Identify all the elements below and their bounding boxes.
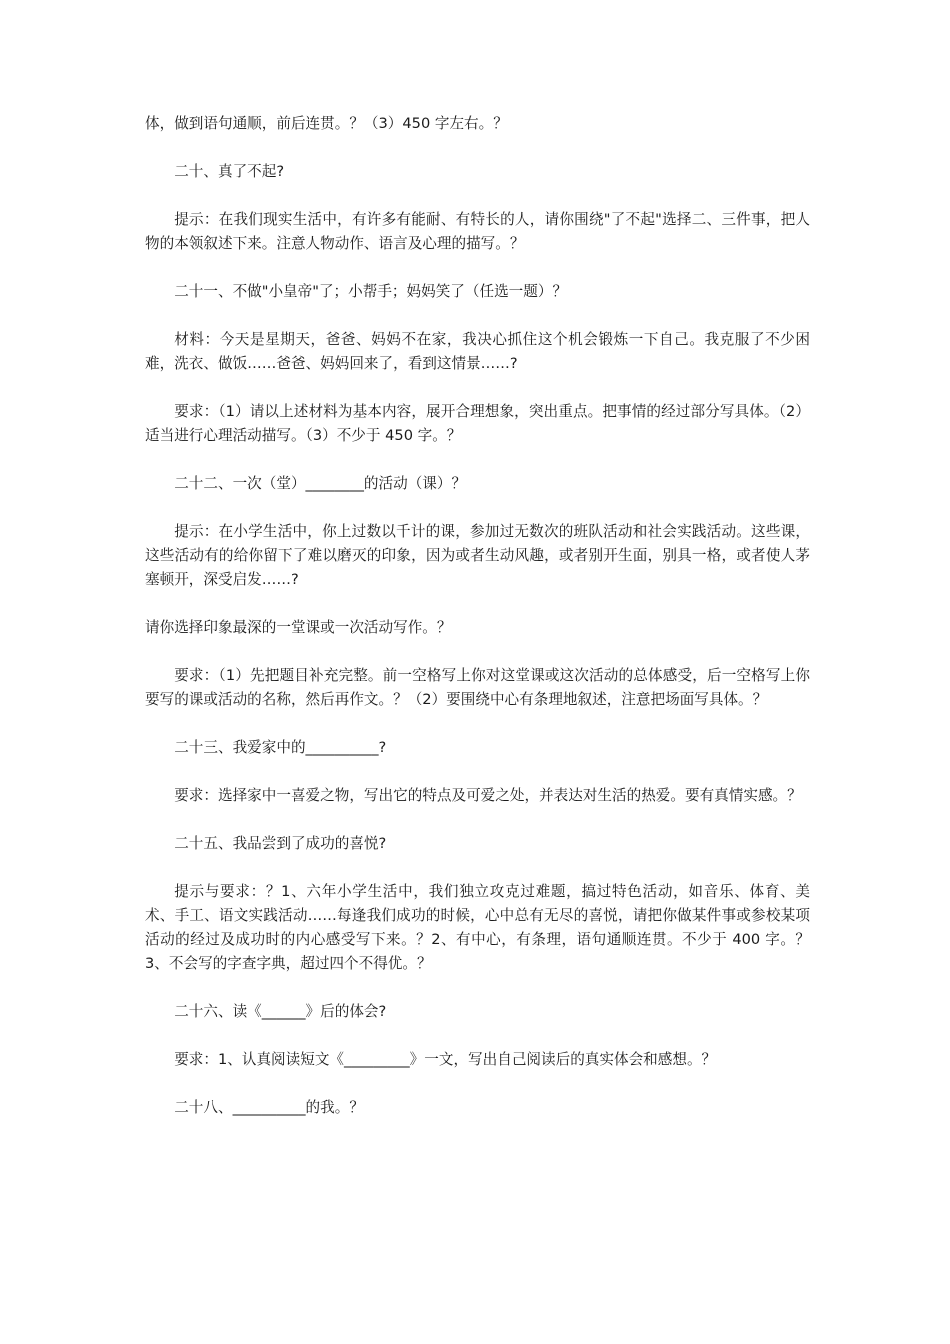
heading-26: 二十六、读《______》后的体会? <box>174 1003 387 1020</box>
heading-23: 二十三、我爱家中的__________? <box>174 739 387 756</box>
paragraph-hint-22: 提示：在小学生活中，你上过数以千计的课，参加过无数次的班队活动和社会实践活动。这些课，这些活动有的给你留下了难以磨灭的印象，因为或者生动风趣，或者别开生面，别具一格，或者使人茅塞顿开，深受启发……? <box>145 523 810 588</box>
paragraph-requirement-23: 要求：选择家中一喜爱之物，写出它的特点及可爱之处，并表达对生活的热爱。要有真情实感。？ <box>174 787 802 804</box>
heading-28: 二十八、__________的我。？ <box>174 1099 364 1116</box>
heading-25: 二十五、我品尝到了成功的喜悦? <box>174 835 387 852</box>
heading-20: 二十、真了不起? <box>174 163 285 180</box>
paragraph-requirement-26: 要求：1、认真阅读短文《_________》一文，写出自己阅读后的真实体会和感想。？ <box>174 1051 717 1068</box>
paragraph-requirement-21: 要求：（1）请以上述材料为基本内容，展开合理想象，突出重点。把事情的经过部分写具体。（2）适当进行心理活动描写。（3）不少于 450 字。？ <box>145 403 810 444</box>
paragraph-instruction-22: 请你选择印象最深的一堂课或一次活动写作。？ <box>145 619 452 636</box>
paragraph-requirement-22: 要求：（1）先把题目补充完整。前一空格写上你对这堂课或这次活动的总体感受，后一空格写上你要写的课或活动的名称，然后再作文。？（2）要围绕中心有条理地叙述，注意把场面写具体。？ <box>145 667 810 708</box>
paragraph-hint-25: 提示与要求：？1、六年小学生活中，我们独立攻克过难题，搞过特色活动，如音乐、体育、美术、手工、语文实践活动……每逢我们成功的时候，心中总有无尽的喜悦，请把你做某件事或参校某项活动的经过及成功时的内心感受写下来。？2、有中心，有条理，语句通顺连贯。不少于 400 字。？3、不会写的字查字典，超过四个不得优。？ <box>145 883 810 972</box>
heading-21: 二十一、不做"小皇帝"了；小帮手；妈妈笑了（任选一题）？ <box>174 283 568 300</box>
heading-22: 二十二、一次（堂）________的活动（课）？ <box>174 475 467 492</box>
paragraph-requirement-continuation: 体，做到语句通顺，前后连贯。？（3）450 字左右。？ <box>145 115 508 132</box>
paragraph-material-21: 材料：今天是星期天，爸爸、妈妈不在家，我决心抓住这个机会锻炼一下自己。我克服了不少困难，洗衣、做饭……爸爸、妈妈回来了，看到这情景……? <box>145 331 810 372</box>
paragraph-hint-20: 提示：在我们现实生活中，有许多有能耐、有特长的人，请你围绕"了不起"选择二、三件事，把人物的本领叙述下来。注意人物动作、语言及心理的描写。？ <box>145 211 810 252</box>
document-body <box>145 112 810 1144</box>
